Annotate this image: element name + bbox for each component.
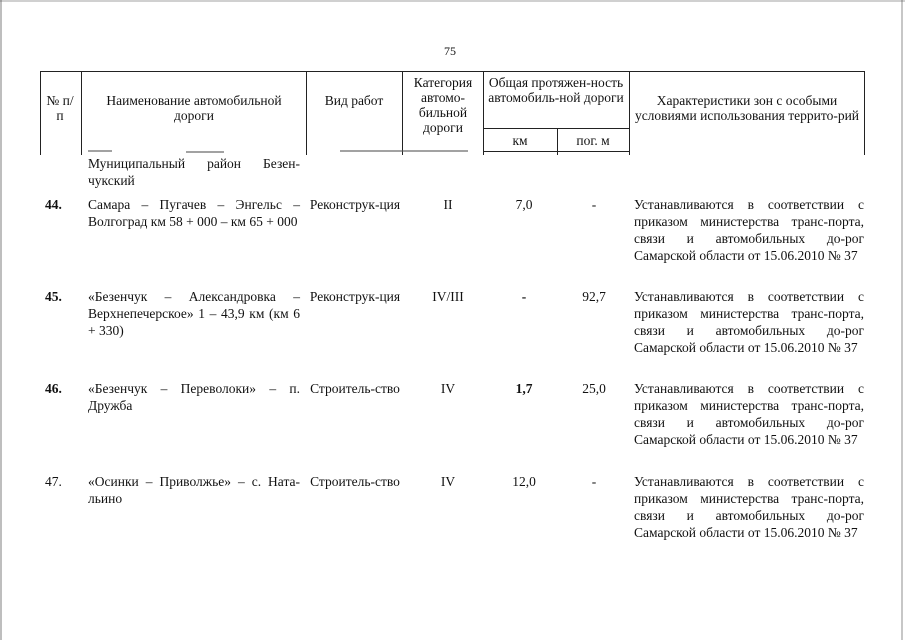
header-name: Наименование автомобильной дороги: [106, 93, 282, 123]
scan-speck-3: [340, 150, 468, 152]
row-47-km: 12,0: [512, 474, 536, 489]
scan-speck-2: [186, 151, 224, 153]
col-border-6: [629, 71, 630, 155]
header-zones: Характеристики зон с особыми условиями использования террито-рий: [634, 93, 860, 123]
row-47-num: 47.: [45, 474, 62, 489]
row-46-pog-m: 25,0: [582, 381, 606, 396]
scan-edge-top: [0, 0, 905, 2]
row-46-work: Строитель-ство: [310, 381, 400, 396]
row-44-pog-m: -: [591, 197, 597, 212]
row-44-km: 7,0: [515, 197, 533, 212]
header-num: № п/п: [46, 93, 74, 123]
row-45-zones: Устанавливаются в соответствии с приказом министерства транс-порта, связи и автомобильных до-рог Самарской области от 15.06.2010 № 37: [634, 289, 864, 355]
header-pog-m: пог. м: [576, 133, 610, 148]
row-46-zones: Устанавливаются в соответствии с приказом министерства транс-порта, связи и автомобильных до-рог Самарской области от 15.06.2010 № 37: [634, 381, 864, 447]
row-45-pog-m: 92,7: [582, 289, 606, 304]
scan-edge-right: [901, 0, 903, 640]
row-46-name: «Безенчук – Переволоки» – п. Дружба: [88, 381, 300, 413]
row-44-category: II: [443, 197, 453, 212]
header-km: км: [512, 133, 528, 148]
header-length: Общая протяжен-ность автомобиль-ной дороги: [488, 75, 624, 105]
district-heading: Муниципальный район Безен-чукский: [88, 156, 300, 188]
row-45-work: Реконструк-ция: [309, 289, 401, 304]
row-45-category: IV/III: [432, 289, 464, 304]
row-45-num: 45.: [45, 289, 62, 304]
subheader-divider: [483, 128, 629, 129]
header-bottom-border: [483, 151, 629, 152]
row-44-name: Самара – Пугачев – Энгельс – Волгоград км 58 + 000 – км 65 + 000: [88, 197, 300, 229]
col-border-1: [81, 71, 82, 155]
col-border-0: [40, 71, 41, 155]
table-top-border: [40, 71, 865, 72]
row-47-work: Строитель-ство: [310, 474, 400, 489]
col-border-3: [402, 71, 403, 155]
row-46-km: 1,7: [515, 381, 533, 396]
header-work: Вид работ: [324, 93, 384, 108]
row-44-work: Реконструк-ция: [309, 197, 401, 212]
row-47-pog-m: -: [591, 474, 597, 489]
row-45-name: «Безенчук – Александровка – Верхнепечерское» 1 – 43,9 км (км 6 + 330): [88, 289, 300, 338]
row-47-zones: Устанавливаются в соответствии с приказом министерства транс-порта, связи и автомобильных до-рог Самарской области от 15.06.2010 № 37: [634, 474, 864, 540]
scan-speck-1: [88, 150, 112, 152]
header-category: Категория автомо-бильной дороги: [413, 75, 473, 135]
col-border-2: [306, 71, 307, 155]
row-47-category: IV: [440, 474, 456, 489]
row-46-num: 46.: [45, 381, 62, 396]
row-44-num: 44.: [45, 197, 62, 212]
scan-edge-left: [0, 0, 2, 640]
row-45-km: -: [521, 289, 527, 304]
page-number: 75: [444, 44, 456, 58]
row-47-name: «Осинки – Приволжье» – с. Ната-льино: [88, 474, 300, 506]
row-44-zones: Устанавливаются в соответствии с приказом министерства транс-порта, связи и автомобильных до-рог Самарской области от 15.06.2010 № 37: [634, 197, 864, 263]
col-border-7: [864, 71, 865, 155]
row-46-category: IV: [440, 381, 456, 396]
